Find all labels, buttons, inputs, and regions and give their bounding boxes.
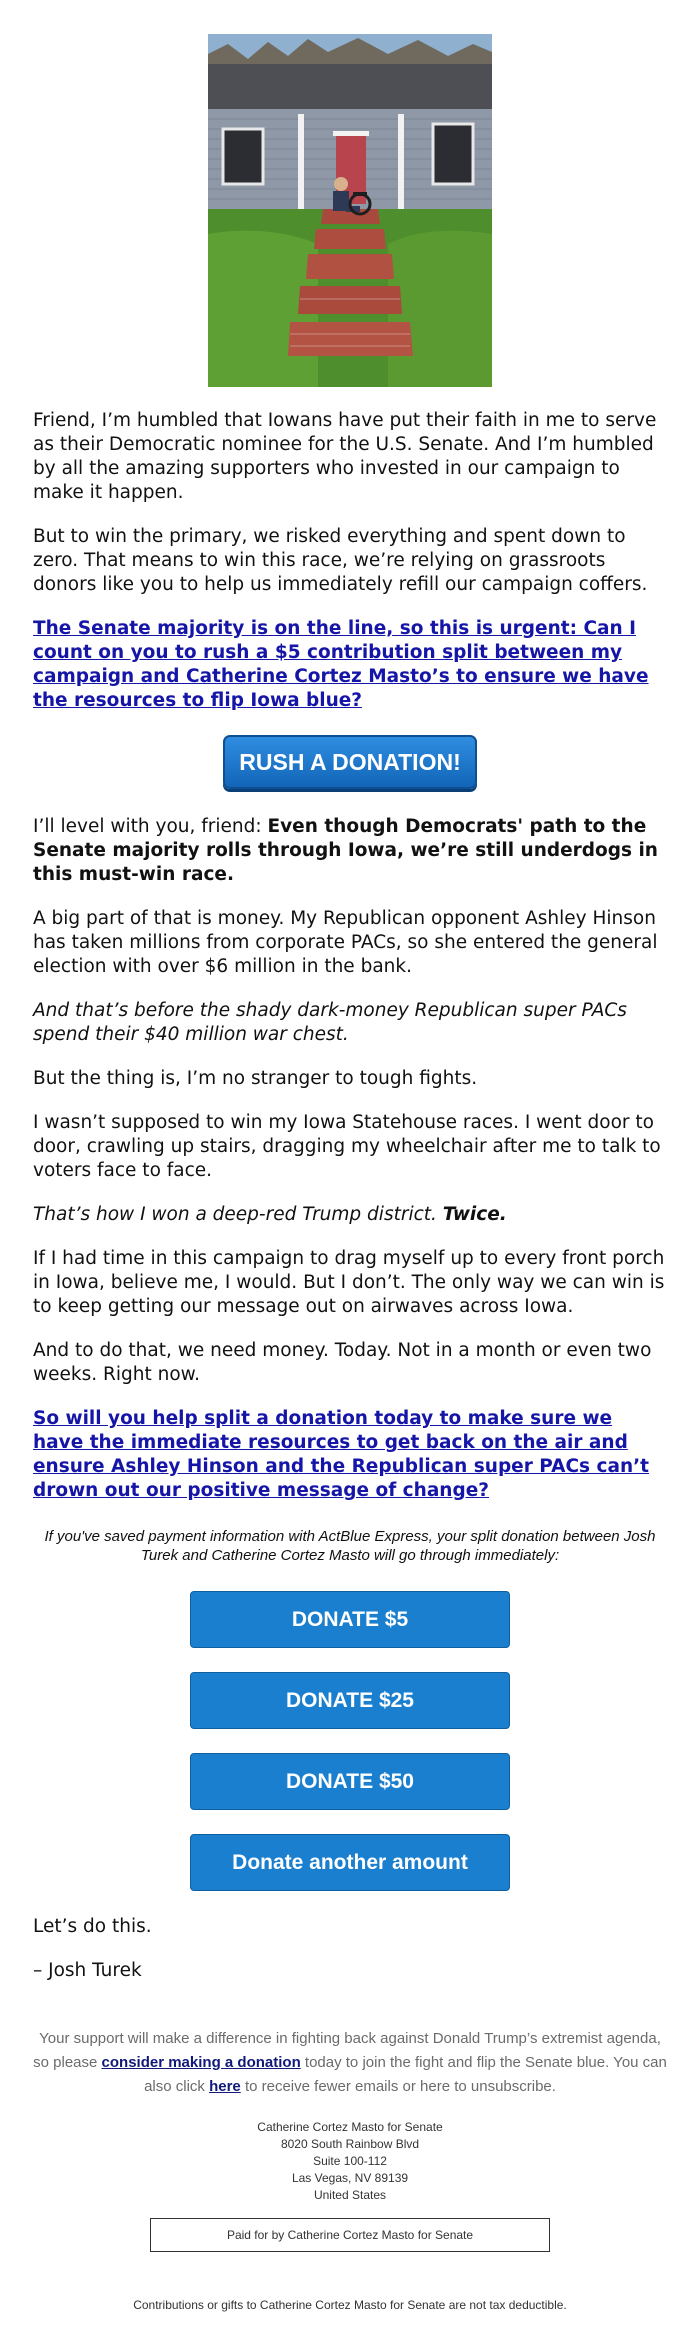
paid-for-box: Paid for by Catherine Cortez Masto for Senate (150, 2218, 550, 2252)
underdogs-lead: I’ll level with you, friend: (33, 816, 268, 837)
paragraph-need-money: And to do that, we need money. Today. Not in a month or even two weeks. Right now. (33, 1340, 652, 1385)
underdogs-bold: Even though Democrats' path to the Senate majority rolls through Iowa, we’re still underdogs in this must-win race. (33, 816, 658, 885)
actblue-note: If you've saved payment information with ActBlue Express, your split donation between Josh Turek and Catherine Cortez Masto will go through immediately: (44, 1528, 656, 1564)
donation-link-2[interactable]: So will you help split a donation today to make sure we have the immediate resources to get back on the air and ensure Ashley Hinson and the Republican super PACs can’t drown out our positive message of change? (33, 1408, 649, 1501)
paragraph-intro-1: Friend, I’m humbled that Iowans have put their faith in me to serve as their Democratic nominee for the U.S. Senate. And I’m humbled by all the amazing supporters who invested in our campaign to make it happen. (33, 410, 657, 503)
signature: – Josh Turek (33, 1960, 142, 1981)
paragraph-intro-2: But to win the primary, we risked everything and spent down to zero. That means to win this race, we’re relying on grassroots donors like you to help us immediately refill our campaign coffers. (33, 526, 648, 595)
paragraph-tough-fights: But the thing is, I’m no stranger to tough fights. (33, 1068, 478, 1089)
footer-message (33, 2027, 667, 2099)
paragraph-underdogs (33, 815, 667, 887)
email-body (33, 0, 667, 2312)
rush-donation-button[interactable]: RUSH A DONATION! (223, 735, 477, 789)
donate-other-amount-button[interactable]: Donate another amount (190, 1834, 510, 1891)
signoff-line: Let’s do this. (33, 1916, 152, 1937)
donation-link-1[interactable]: The Senate majority is on the line, so this is urgent: Can I count on you to rush a $5 contribution split between my campaign and Catherine Cortez Masto’s to ensure we have the resources to flip Iowa blue? (33, 618, 649, 711)
donate-5-button[interactable]: DONATE $5 (190, 1591, 510, 1648)
hero-photo (208, 34, 492, 387)
address-city: Las Vegas, NV 89139 (291, 2171, 409, 2185)
donate-25-button[interactable]: DONATE $25 (190, 1672, 510, 1729)
paragraph-super-pacs (33, 999, 667, 1047)
paragraph-trump-district (33, 1203, 667, 1227)
paragraph-money: A big part of that is money. My Republican opponent Ashley Hinson has taken millions from corporate PACs, so she entered the general election with over $6 million in the bank. (33, 908, 658, 977)
consider-donation-link[interactable]: consider making a donation (101, 2054, 301, 2071)
trump-district-italic: That’s how I won a deep-red Trump district. (33, 1204, 443, 1225)
donate-50-button[interactable]: DONATE $50 (190, 1753, 510, 1810)
address-street: 8020 South Rainbow Blvd (280, 2137, 420, 2151)
paragraph-front-porch: If I had time in this campaign to drag myself up to every front porch in Iowa, believe me, I would. But I don’t. The only way we can win is to keep getting our message out on airwaves across Iowa. (33, 1248, 665, 1317)
address-org: Catherine Cortez Masto for Senate (257, 2120, 443, 2134)
footer-text-b: today to join the fight and flip the Senate blue. You can also click (144, 2054, 667, 2095)
super-pacs-italic: And that’s before the shady dark-money Republican super PACs spend their $40 million war chest. (33, 1000, 627, 1045)
mailing-address (33, 2119, 667, 2204)
footer-text-c: to receive fewer emails or here to unsubscribe. (240, 2078, 556, 2095)
address-country: United States (313, 2188, 387, 2202)
paragraph-statehouse: I wasn’t supposed to win my Iowa Statehouse races. I went door to door, crawling up stairs, dragging my wheelchair after me to talk to voters face to face. (33, 1112, 661, 1181)
address-suite: Suite 100-112 (313, 2154, 387, 2168)
tax-disclaimer: Contributions or gifts to Catherine Cortez Masto for Senate are not tax deductible. (133, 2298, 567, 2312)
twice-bold: Twice. (442, 1204, 507, 1225)
footer-text-a: Your support will make a difference in fighting back against Donald Trump’s extremist agenda, so please (33, 2030, 661, 2071)
fewer-emails-link[interactable]: here (209, 2078, 241, 2095)
